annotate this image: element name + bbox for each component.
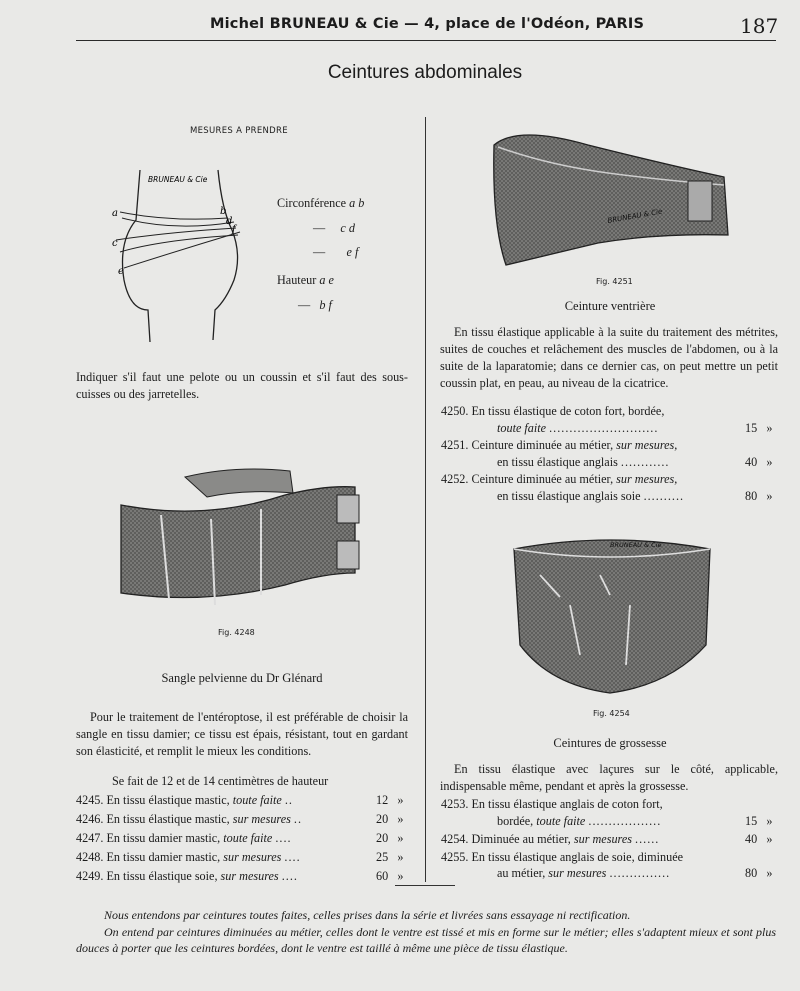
grossesse-price: 80 » (745, 866, 773, 880)
ventriere-item: 4250. En tissu élastique de coton fort, bordée, (441, 404, 665, 418)
fig-4248: Fig. 4248 (218, 628, 255, 637)
sketch-letter-e: e (118, 266, 124, 277)
column-divider (425, 117, 426, 882)
ventriere-belt-illustration (488, 125, 748, 270)
footnote-2: On entend par ceintures diminuées au métier, celles dont le ventre est tissé et mis en forme sur le métier; elles s'adaptent mieux et sont plus douces à porter que les ceintures bordées, dont le ventre est taillé à même une pièce de tissu élastique. (76, 925, 776, 955)
footnote-1: Nous entendons par ceintures toutes faites, celles prises dans la série et livrées sans essayage ni rectification. (104, 908, 631, 922)
sketch-letter-a: a (112, 208, 118, 219)
glenard-belt-illustration (115, 465, 375, 615)
glenard-item: 4246. En tissu élastique mastic, sur mesures .. (76, 812, 302, 826)
ventriere-belt-label: BRUNEAU & Cie (606, 207, 663, 225)
footnote-rule (395, 885, 455, 886)
grossesse-belt-illustration (510, 535, 720, 700)
measure-line: Hauteur a e (277, 273, 334, 287)
sketch-letter-b: b (220, 206, 227, 217)
ventriere-item: 4252. Ceinture diminuée au métier, sur mesures, (441, 472, 678, 486)
glenard-title: Sangle pelvienne du Dr Glénard (161, 671, 323, 685)
grossesse-belt-label: BRUNEAU & Cie (610, 541, 662, 549)
page-header (0, 16, 800, 40)
measure-line: — c d (313, 221, 355, 235)
glenard-subtitle: Se fait de 12 et de 14 centimètres de hauteur (112, 774, 329, 788)
ventriere-item-line2: en tissu élastique anglais ............ (497, 455, 670, 469)
grossesse-item-line2: bordée, toute faite .................. (497, 814, 662, 828)
ventriere-price: 40 » (745, 455, 773, 469)
ventriere-price: 15 » (745, 421, 773, 435)
measures-note: Indiquer s'il faut une pelote ou un coussin et s'il faut des sous-cuisses ou des jarretelles. (76, 370, 408, 401)
ventriere-item: 4251. Ceinture diminuée au métier, sur mesures, (441, 438, 678, 452)
grossesse-item: 4253. En tissu élastique anglais de coton fort, (441, 797, 663, 811)
page-number: 187 (740, 14, 779, 38)
glenard-item: 4249. En tissu élastique soie, sur mesures .... (76, 869, 298, 883)
fig-4254: Fig. 4254 (593, 709, 630, 718)
ventriere-item-line2: toute faite ........................... (497, 421, 659, 435)
measures-heading: MESURES A PRENDRE (190, 126, 288, 136)
header-title: Michel BRUNEAU & Cie — 4, place de l'Odéon, PARIS (210, 16, 645, 32)
glenard-item: 4247. En tissu damier mastic, toute faite .... (76, 831, 292, 845)
glenard-item: 4248. En tissu damier mastic, sur mesures .... (76, 850, 301, 864)
ventriere-text: En tissu élastique applicable à la suite du traitement des métrites, suites de couches et relâchement des muscles de l'abdomen, ou à la suite de la laparatomie; dans ce dernier cas, on peut mettre un petit coussin plat, en peau, au niveau de la cicatrice. (440, 325, 778, 390)
glenard-price: 25 » (376, 850, 404, 864)
measure-line: — b f (298, 298, 332, 312)
glenard-item: 4245. En tissu élastique mastic, toute faite .. (76, 793, 293, 807)
sketch-letter-f: f (232, 224, 236, 235)
ventriere-title: Ceinture ventrière (564, 299, 656, 313)
sketch-label: BRUNEAU & Cie (148, 175, 208, 184)
section-title: Ceintures abdominales (327, 62, 523, 83)
glenard-price: 20 » (376, 831, 404, 845)
header-rule (76, 40, 776, 41)
ventriere-price: 80 » (745, 489, 773, 503)
measure-line: — e f (313, 245, 359, 259)
grossesse-item-line2: au métier, sur mesures ............... (497, 866, 671, 880)
measure-line: Circonférence a b (277, 196, 365, 210)
grossesse-item: 4255. En tissu élastique anglais de soie, diminuée (441, 850, 684, 864)
grossesse-title: Ceintures de grossesse (553, 736, 667, 750)
grossesse-item: 4254. Diminuée au métier, sur mesures ...... (441, 832, 660, 846)
grossesse-price: 40 » (745, 832, 773, 846)
fig-4251: Fig. 4251 (596, 277, 633, 286)
glenard-price: 60 » (376, 869, 404, 883)
sketch-letter-c: c (112, 238, 118, 249)
sketch-letter-d: d (226, 216, 233, 227)
grossesse-price: 15 » (745, 814, 773, 828)
measures-sketch (110, 160, 250, 345)
glenard-text: Pour le traitement de l'entéroptose, il est préférable de choisir la sangle en tissu damier; ce tissu est épais, résistant, tout en gardant son élasticité, et remplit le mieux les conditions. (76, 710, 408, 758)
glenard-price: 20 » (376, 812, 404, 826)
ventriere-item-line2: en tissu élastique anglais soie .......... (497, 489, 685, 503)
glenard-price: 12 » (376, 793, 404, 807)
grossesse-text: En tissu élastique avec laçures sur le côté, applicable, indispensable même, pendant et après la grossesse. (440, 762, 778, 793)
